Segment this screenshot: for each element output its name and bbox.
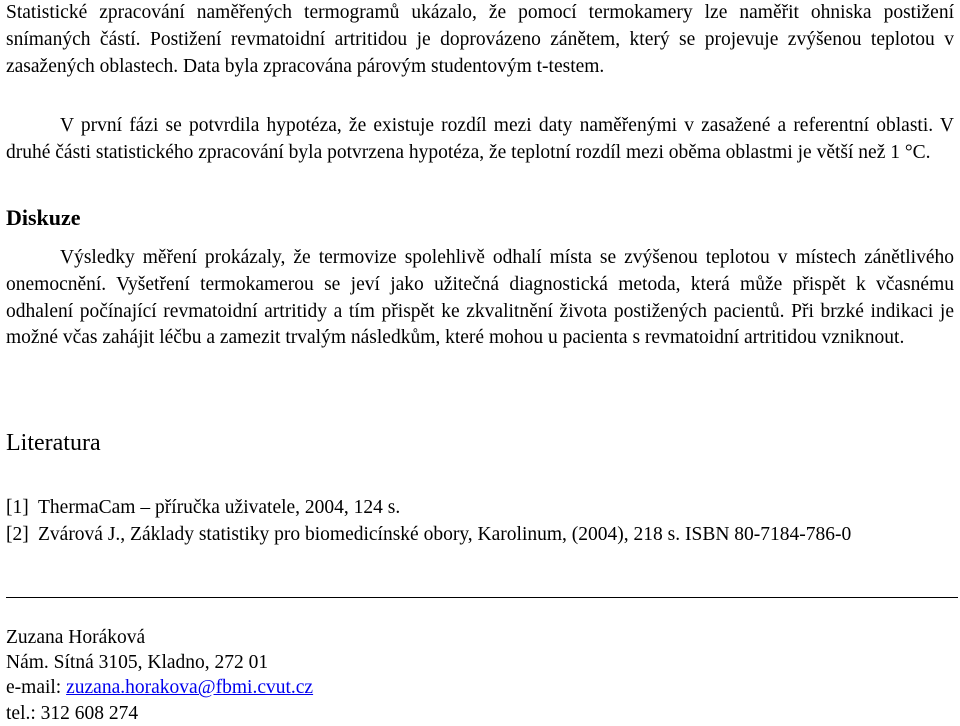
- reference-number: [1]: [6, 497, 29, 518]
- reference-text: Zvárová J., Základy statistiky pro biomedicínské obory, Karolinum, (2004), 218 s. ISBN 80-7184-786-0: [38, 523, 852, 545]
- results-paragraph-2: V první fázi se potvrdila hypotéza, že existuje rozdíl mezi daty naměřenými v zasažené a referentní oblasti. V druhé části statistického zpracování byla potvrzena hypotéza, že teplotní rozdíl mezi oběma oblastmi je větší než 1 °C.: [6, 115, 954, 163]
- results-paragraph-1: Statistické zpracování naměřených termogramů ukázalo, že pomocí termokamery lze naměřit ohniska postižení snímaných částí. Postižení revmatoidní artritidou je doprovázeno zánětem, který se projevuje zvýšenou teplotou v zasažených oblastech. Data byla zpracována párovým studentovým t-testem.: [6, 2, 954, 77]
- reference-item-2: [6, 522, 954, 549]
- author-phone: tel.: 312 608 274: [6, 702, 139, 724]
- email-link[interactable]: zuzana.horakova@fbmi.cvut.cz: [66, 677, 314, 699]
- author-name: Zuzana Horáková: [6, 627, 146, 648]
- author-email-line: [6, 675, 313, 700]
- reference-list: [6, 495, 954, 548]
- email-label: e-mail:: [6, 677, 67, 699]
- author-address: Nám. Sítná 3105, Kladno, 272 01: [6, 652, 269, 674]
- discussion-heading: Diskuze: [6, 205, 81, 230]
- section-divider: [6, 597, 958, 598]
- reference-number: [2]: [6, 523, 29, 545]
- literature-heading: Literatura: [6, 430, 101, 456]
- discussion-paragraph: Výsledky měření prokázaly, že termovize spolehlivě odhalí místa se zvýšenou teplotou v místech zánětlivého onemocnění. Vyšetření termokamerou se jeví jako užitečná diagnostická metoda, která může přispět k včasnému odhalení počínající revmatoidní artritidy a tím přispět ke zkvalitnění života postižených pacientů. Při brzké indikaci je možné včas zahájit léčbu a zamezit trvalým následkům, které mohou u pacienta s revmatoidní artritidou vzniknout.: [6, 247, 954, 349]
- author-contact-block: [6, 625, 313, 726]
- reference-item-1: [6, 495, 954, 522]
- reference-text: ThermaCam – příručka uživatele, 2004, 124 s.: [38, 497, 401, 518]
